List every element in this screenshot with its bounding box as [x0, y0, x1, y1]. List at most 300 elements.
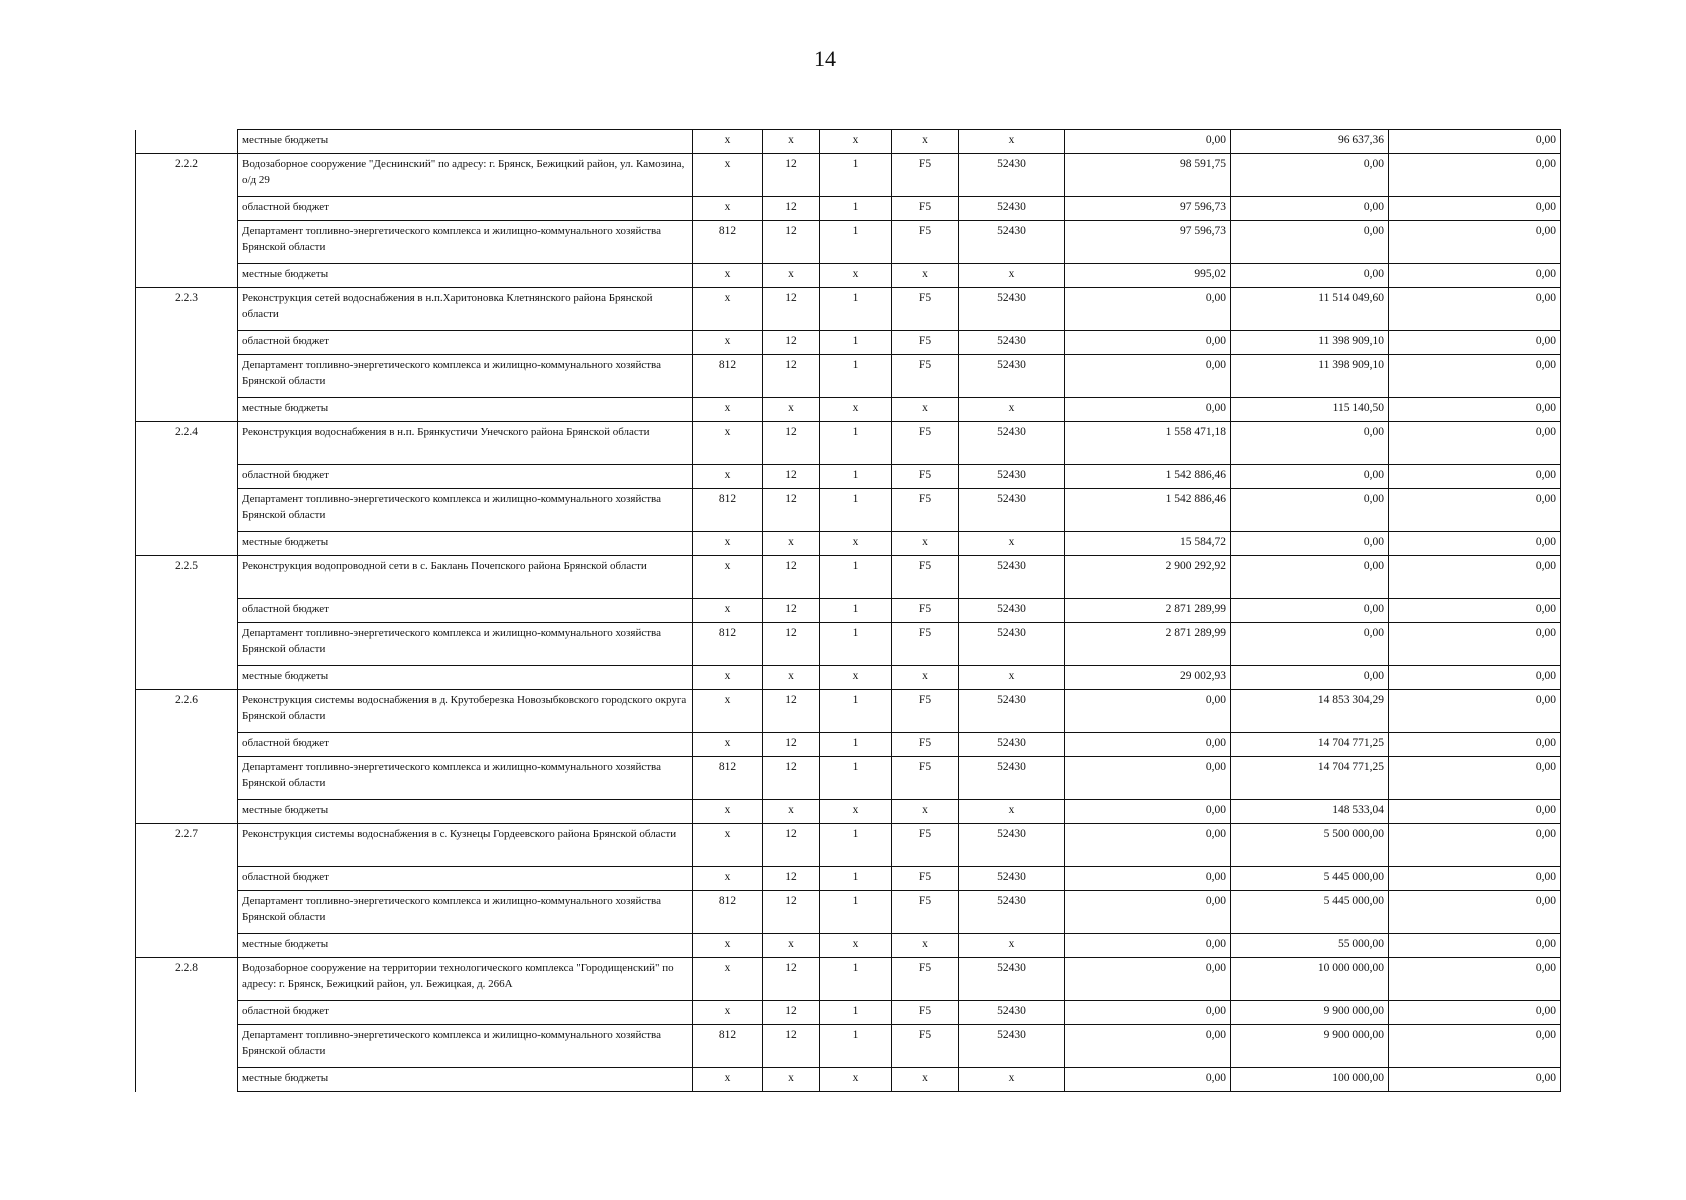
item-name: Департамент топливно-энергетического комплекса и жилищно-коммунального хозяйства Брянской области — [238, 355, 693, 398]
grbs-code: x — [693, 264, 763, 288]
target-code: 52430 — [959, 733, 1065, 757]
program-code: F5 — [892, 623, 959, 666]
item-number — [136, 1001, 238, 1025]
amount-year-1: 0,00 — [1065, 757, 1231, 800]
amount-year-1: 0,00 — [1065, 1025, 1231, 1068]
grbs-code: x — [693, 130, 763, 154]
program-code: F5 — [892, 891, 959, 934]
amount-year-1: 2 871 289,99 — [1065, 599, 1231, 623]
item-name: Департамент топливно-энергетического комплекса и жилищно-коммунального хозяйства Брянской области — [238, 221, 693, 264]
item-name: областной бюджет — [238, 599, 693, 623]
program-code: x — [892, 800, 959, 824]
grbs-code: 812 — [693, 891, 763, 934]
section-code: 12 — [763, 331, 820, 355]
amount-year-3: 0,00 — [1389, 1068, 1561, 1092]
section-code: 12 — [763, 288, 820, 331]
amount-year-3: 0,00 — [1389, 556, 1561, 599]
amount-year-3: 0,00 — [1389, 690, 1561, 733]
amount-year-3: 0,00 — [1389, 757, 1561, 800]
amount-year-1: 1 558 471,18 — [1065, 422, 1231, 465]
amount-year-2: 96 637,36 — [1231, 130, 1389, 154]
amount-year-1: 2 871 289,99 — [1065, 623, 1231, 666]
item-name: Реконструкция системы водоснабжения в д. Крутоберезка Новозыбковского городского округа Брянской области — [238, 690, 693, 733]
subsection-code: x — [820, 800, 892, 824]
grbs-code: x — [693, 288, 763, 331]
table-row — [136, 757, 1561, 800]
amount-year-1: 0,00 — [1065, 800, 1231, 824]
section-code: 12 — [763, 891, 820, 934]
item-name: Департамент топливно-энергетического комплекса и жилищно-коммунального хозяйства Брянской области — [238, 623, 693, 666]
amount-year-2: 0,00 — [1231, 422, 1389, 465]
amount-year-1: 0,00 — [1065, 331, 1231, 355]
budget-table — [135, 129, 1561, 1092]
target-code: 52430 — [959, 489, 1065, 532]
target-code: 52430 — [959, 465, 1065, 489]
amount-year-1: 0,00 — [1065, 690, 1231, 733]
section-code: 12 — [763, 154, 820, 197]
item-number: 2.2.5 — [136, 556, 238, 599]
item-name: местные бюджеты — [238, 800, 693, 824]
subsection-code: x — [820, 130, 892, 154]
amount-year-1: 1 542 886,46 — [1065, 465, 1231, 489]
section-code: 12 — [763, 1001, 820, 1025]
amount-year-2: 0,00 — [1231, 197, 1389, 221]
target-code: 52430 — [959, 1001, 1065, 1025]
section-code: 12 — [763, 733, 820, 757]
item-number: 2.2.7 — [136, 824, 238, 867]
amount-year-1: 0,00 — [1065, 130, 1231, 154]
amount-year-1: 98 591,75 — [1065, 154, 1231, 197]
subsection-code: x — [820, 264, 892, 288]
amount-year-3: 0,00 — [1389, 1025, 1561, 1068]
subsection-code: x — [820, 666, 892, 690]
amount-year-3: 0,00 — [1389, 666, 1561, 690]
target-code: 52430 — [959, 757, 1065, 800]
subsection-code: 1 — [820, 355, 892, 398]
item-number — [136, 130, 238, 154]
amount-year-2: 0,00 — [1231, 666, 1389, 690]
amount-year-1: 2 900 292,92 — [1065, 556, 1231, 599]
item-number: 2.2.2 — [136, 154, 238, 197]
amount-year-2: 100 000,00 — [1231, 1068, 1389, 1092]
target-code: 52430 — [959, 355, 1065, 398]
program-code: F5 — [892, 556, 959, 599]
target-code: x — [959, 398, 1065, 422]
item-number — [136, 599, 238, 623]
section-code: 12 — [763, 690, 820, 733]
amount-year-1: 15 584,72 — [1065, 532, 1231, 556]
program-code: F5 — [892, 690, 959, 733]
amount-year-1: 0,00 — [1065, 398, 1231, 422]
section-code: x — [763, 398, 820, 422]
amount-year-3: 0,00 — [1389, 221, 1561, 264]
table-row — [136, 666, 1561, 690]
amount-year-2: 0,00 — [1231, 556, 1389, 599]
program-code: F5 — [892, 422, 959, 465]
section-code: 12 — [763, 355, 820, 398]
amount-year-2: 5 500 000,00 — [1231, 824, 1389, 867]
subsection-code: 1 — [820, 867, 892, 891]
table-row — [136, 398, 1561, 422]
item-number — [136, 757, 238, 800]
target-code: 52430 — [959, 154, 1065, 197]
amount-year-2: 5 445 000,00 — [1231, 867, 1389, 891]
section-code: 12 — [763, 757, 820, 800]
grbs-code: x — [693, 532, 763, 556]
program-code: F5 — [892, 1025, 959, 1068]
target-code: x — [959, 666, 1065, 690]
section-code: 12 — [763, 556, 820, 599]
section-code: 12 — [763, 221, 820, 264]
subsection-code: 1 — [820, 197, 892, 221]
amount-year-3: 0,00 — [1389, 130, 1561, 154]
grbs-code: x — [693, 733, 763, 757]
grbs-code: x — [693, 154, 763, 197]
target-code: 52430 — [959, 1025, 1065, 1068]
subsection-code: 1 — [820, 556, 892, 599]
amount-year-2: 14 704 771,25 — [1231, 733, 1389, 757]
subsection-code: 1 — [820, 465, 892, 489]
target-code: 52430 — [959, 331, 1065, 355]
amount-year-3: 0,00 — [1389, 489, 1561, 532]
subsection-code: x — [820, 934, 892, 958]
subsection-code: 1 — [820, 623, 892, 666]
section-code: 12 — [763, 197, 820, 221]
amount-year-2: 9 900 000,00 — [1231, 1001, 1389, 1025]
table-row — [136, 800, 1561, 824]
amount-year-2: 9 900 000,00 — [1231, 1025, 1389, 1068]
program-code: F5 — [892, 465, 959, 489]
program-code: F5 — [892, 355, 959, 398]
page-number: 14 — [814, 46, 836, 71]
item-number: 2.2.8 — [136, 958, 238, 1001]
amount-year-3: 0,00 — [1389, 934, 1561, 958]
table-row — [136, 1068, 1561, 1092]
table-row — [136, 264, 1561, 288]
program-code: x — [892, 666, 959, 690]
target-code: 52430 — [959, 556, 1065, 599]
amount-year-3: 0,00 — [1389, 733, 1561, 757]
program-code: F5 — [892, 867, 959, 891]
section-code: 12 — [763, 623, 820, 666]
amount-year-1: 0,00 — [1065, 891, 1231, 934]
item-number: 2.2.6 — [136, 690, 238, 733]
table-row — [136, 1025, 1561, 1068]
table-row — [136, 422, 1561, 465]
amount-year-2: 11 398 909,10 — [1231, 331, 1389, 355]
section-code: x — [763, 934, 820, 958]
amount-year-3: 0,00 — [1389, 422, 1561, 465]
target-code: 52430 — [959, 958, 1065, 1001]
target-code: 52430 — [959, 288, 1065, 331]
amount-year-1: 97 596,73 — [1065, 197, 1231, 221]
program-code: F5 — [892, 757, 959, 800]
target-code: 52430 — [959, 599, 1065, 623]
item-number: 2.2.4 — [136, 422, 238, 465]
grbs-code: x — [693, 331, 763, 355]
amount-year-2: 10 000 000,00 — [1231, 958, 1389, 1001]
grbs-code: x — [693, 666, 763, 690]
item-name: Реконструкция сетей водоснабжения в н.п.Харитоновка Клетнянского района Брянской области — [238, 288, 693, 331]
item-name: областной бюджет — [238, 733, 693, 757]
section-code: 12 — [763, 465, 820, 489]
target-code: 52430 — [959, 690, 1065, 733]
amount-year-2: 0,00 — [1231, 465, 1389, 489]
program-code: x — [892, 130, 959, 154]
subsection-code: 1 — [820, 1001, 892, 1025]
subsection-code: 1 — [820, 958, 892, 1001]
target-code: x — [959, 532, 1065, 556]
amount-year-3: 0,00 — [1389, 958, 1561, 1001]
amount-year-2: 0,00 — [1231, 623, 1389, 666]
amount-year-2: 55 000,00 — [1231, 934, 1389, 958]
amount-year-3: 0,00 — [1389, 1001, 1561, 1025]
target-code: 52430 — [959, 221, 1065, 264]
item-name: Департамент топливно-энергетического комплекса и жилищно-коммунального хозяйства Брянской области — [238, 891, 693, 934]
item-name: Реконструкция водоснабжения в н.п. Брянкустичи Унечского района Брянской области — [238, 422, 693, 465]
item-name: местные бюджеты — [238, 532, 693, 556]
amount-year-3: 0,00 — [1389, 623, 1561, 666]
subsection-code: 1 — [820, 757, 892, 800]
table-row — [136, 733, 1561, 757]
table-row — [136, 934, 1561, 958]
item-number — [136, 891, 238, 934]
grbs-code: x — [693, 824, 763, 867]
amount-year-3: 0,00 — [1389, 355, 1561, 398]
item-name: местные бюджеты — [238, 130, 693, 154]
item-number — [136, 532, 238, 556]
amount-year-1: 97 596,73 — [1065, 221, 1231, 264]
program-code: x — [892, 1068, 959, 1092]
item-number: 2.2.3 — [136, 288, 238, 331]
item-number — [136, 733, 238, 757]
grbs-code: x — [693, 465, 763, 489]
amount-year-1: 995,02 — [1065, 264, 1231, 288]
amount-year-3: 0,00 — [1389, 891, 1561, 934]
target-code: 52430 — [959, 623, 1065, 666]
section-code: x — [763, 264, 820, 288]
target-code: 52430 — [959, 867, 1065, 891]
program-code: x — [892, 264, 959, 288]
table-row — [136, 197, 1561, 221]
amount-year-1: 0,00 — [1065, 934, 1231, 958]
item-number — [136, 465, 238, 489]
table-row — [136, 331, 1561, 355]
subsection-code: 1 — [820, 221, 892, 264]
item-number — [136, 623, 238, 666]
subsection-code: 1 — [820, 489, 892, 532]
grbs-code: x — [693, 690, 763, 733]
item-number — [136, 197, 238, 221]
item-name: Водозаборное сооружение "Деснинский" по адресу: г. Брянск, Бежицкий район, ул. Камозина, о/д 29 — [238, 154, 693, 197]
item-name: областной бюджет — [238, 197, 693, 221]
amount-year-2: 0,00 — [1231, 221, 1389, 264]
section-code: x — [763, 666, 820, 690]
grbs-code: x — [693, 197, 763, 221]
section-code: 12 — [763, 599, 820, 623]
section-code: x — [763, 532, 820, 556]
table-row — [136, 221, 1561, 264]
subsection-code: 1 — [820, 288, 892, 331]
program-code: F5 — [892, 221, 959, 264]
amount-year-1: 29 002,93 — [1065, 666, 1231, 690]
amount-year-3: 0,00 — [1389, 824, 1561, 867]
item-name: Департамент топливно-энергетического комплекса и жилищно-коммунального хозяйства Брянской области — [238, 1025, 693, 1068]
grbs-code: x — [693, 934, 763, 958]
item-name: Реконструкция системы водоснабжения в с. Кузнецы Гордеевского района Брянской области — [238, 824, 693, 867]
subsection-code: 1 — [820, 331, 892, 355]
subsection-code: 1 — [820, 1025, 892, 1068]
grbs-code: x — [693, 398, 763, 422]
amount-year-2: 148 533,04 — [1231, 800, 1389, 824]
grbs-code: 812 — [693, 489, 763, 532]
grbs-code: x — [693, 599, 763, 623]
amount-year-1: 0,00 — [1065, 1068, 1231, 1092]
item-number — [136, 398, 238, 422]
program-code: F5 — [892, 733, 959, 757]
item-name: областной бюджет — [238, 1001, 693, 1025]
amount-year-1: 0,00 — [1065, 1001, 1231, 1025]
grbs-code: 812 — [693, 221, 763, 264]
amount-year-3: 0,00 — [1389, 331, 1561, 355]
section-code: 12 — [763, 1025, 820, 1068]
item-name: Реконструкция водопроводной сети в с. Баклань Почепского района Брянской области — [238, 556, 693, 599]
program-code: x — [892, 934, 959, 958]
table-row — [136, 154, 1561, 197]
target-code: x — [959, 264, 1065, 288]
amount-year-1: 0,00 — [1065, 733, 1231, 757]
subsection-code: 1 — [820, 154, 892, 197]
item-number — [136, 1068, 238, 1092]
item-number — [136, 934, 238, 958]
amount-year-2: 115 140,50 — [1231, 398, 1389, 422]
amount-year-3: 0,00 — [1389, 867, 1561, 891]
amount-year-1: 0,00 — [1065, 867, 1231, 891]
table-row — [136, 355, 1561, 398]
target-code: 52430 — [959, 197, 1065, 221]
program-code: F5 — [892, 331, 959, 355]
amount-year-3: 0,00 — [1389, 465, 1561, 489]
item-name: местные бюджеты — [238, 666, 693, 690]
item-name: местные бюджеты — [238, 1068, 693, 1092]
amount-year-3: 0,00 — [1389, 288, 1561, 331]
table-row — [136, 465, 1561, 489]
grbs-code: x — [693, 556, 763, 599]
program-code: F5 — [892, 154, 959, 197]
section-code: x — [763, 130, 820, 154]
program-code: x — [892, 532, 959, 556]
section-code: 12 — [763, 958, 820, 1001]
program-code: F5 — [892, 489, 959, 532]
amount-year-3: 0,00 — [1389, 532, 1561, 556]
item-number — [136, 331, 238, 355]
amount-year-2: 11 398 909,10 — [1231, 355, 1389, 398]
grbs-code: 812 — [693, 1025, 763, 1068]
grbs-code: 812 — [693, 355, 763, 398]
subsection-code: 1 — [820, 824, 892, 867]
target-code: 52430 — [959, 824, 1065, 867]
table-row — [136, 690, 1561, 733]
program-code: F5 — [892, 288, 959, 331]
target-code: x — [959, 1068, 1065, 1092]
subsection-code: x — [820, 398, 892, 422]
item-name: местные бюджеты — [238, 398, 693, 422]
table-row — [136, 1001, 1561, 1025]
table-row — [136, 867, 1561, 891]
amount-year-2: 0,00 — [1231, 532, 1389, 556]
item-name: Водозаборное сооружение на территории технологического комплекса "Городищенский" по адресу: г. Брянск, Бежицкий район, ул. Бежицкая, д. 266А — [238, 958, 693, 1001]
table-row — [136, 958, 1561, 1001]
amount-year-2: 0,00 — [1231, 154, 1389, 197]
item-name: Департамент топливно-энергетического комплекса и жилищно-коммунального хозяйства Брянской области — [238, 489, 693, 532]
table-row — [136, 623, 1561, 666]
amount-year-1: 1 542 886,46 — [1065, 489, 1231, 532]
amount-year-3: 0,00 — [1389, 264, 1561, 288]
subsection-code: 1 — [820, 422, 892, 465]
grbs-code: x — [693, 1068, 763, 1092]
target-code: 52430 — [959, 891, 1065, 934]
section-code: 12 — [763, 824, 820, 867]
grbs-code: x — [693, 867, 763, 891]
amount-year-2: 11 514 049,60 — [1231, 288, 1389, 331]
amount-year-2: 14 853 304,29 — [1231, 690, 1389, 733]
subsection-code: 1 — [820, 599, 892, 623]
target-code: x — [959, 934, 1065, 958]
table-row — [136, 532, 1561, 556]
amount-year-1: 0,00 — [1065, 824, 1231, 867]
grbs-code: x — [693, 800, 763, 824]
section-code: 12 — [763, 489, 820, 532]
amount-year-3: 0,00 — [1389, 599, 1561, 623]
program-code: F5 — [892, 824, 959, 867]
amount-year-3: 0,00 — [1389, 197, 1561, 221]
target-code: x — [959, 800, 1065, 824]
grbs-code: 812 — [693, 757, 763, 800]
table-row — [136, 824, 1561, 867]
amount-year-1: 0,00 — [1065, 355, 1231, 398]
item-name: областной бюджет — [238, 867, 693, 891]
amount-year-2: 0,00 — [1231, 489, 1389, 532]
item-number — [136, 666, 238, 690]
amount-year-2: 0,00 — [1231, 264, 1389, 288]
item-name: областной бюджет — [238, 465, 693, 489]
item-name: местные бюджеты — [238, 264, 693, 288]
item-number — [136, 800, 238, 824]
grbs-code: x — [693, 1001, 763, 1025]
amount-year-2: 5 445 000,00 — [1231, 891, 1389, 934]
amount-year-3: 0,00 — [1389, 800, 1561, 824]
grbs-code: x — [693, 958, 763, 1001]
table-row — [136, 489, 1561, 532]
subsection-code: 1 — [820, 733, 892, 757]
item-name: Департамент топливно-энергетического комплекса и жилищно-коммунального хозяйства Брянской области — [238, 757, 693, 800]
grbs-code: x — [693, 422, 763, 465]
amount-year-3: 0,00 — [1389, 398, 1561, 422]
subsection-code: x — [820, 1068, 892, 1092]
section-code: x — [763, 1068, 820, 1092]
program-code: x — [892, 398, 959, 422]
item-number — [136, 221, 238, 264]
target-code: x — [959, 130, 1065, 154]
amount-year-2: 14 704 771,25 — [1231, 757, 1389, 800]
program-code: F5 — [892, 958, 959, 1001]
table-row — [136, 891, 1561, 934]
section-code: x — [763, 800, 820, 824]
item-number — [136, 355, 238, 398]
item-name: местные бюджеты — [238, 934, 693, 958]
item-number — [136, 264, 238, 288]
target-code: 52430 — [959, 422, 1065, 465]
